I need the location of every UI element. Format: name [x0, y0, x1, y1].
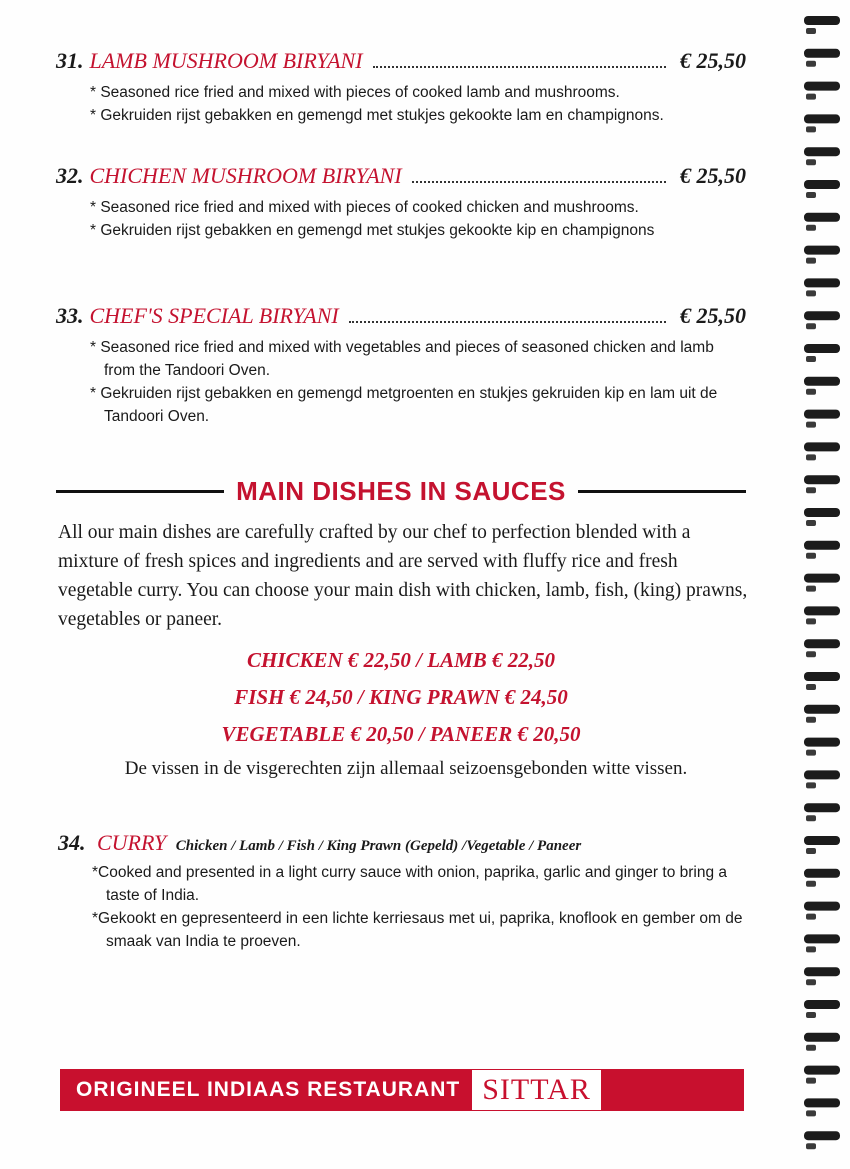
- dish-price: € 25,50: [680, 48, 746, 73]
- dish-header: [58, 830, 748, 858]
- spiral-coil: [804, 508, 840, 517]
- punch-hole: [806, 1143, 816, 1149]
- punch-hole: [806, 356, 816, 362]
- dish-name: CHEF'S SPECIAL BIRYANI: [89, 303, 339, 328]
- punch-hole: [806, 651, 816, 657]
- punch-hole: [806, 586, 816, 592]
- punch-hole: [806, 750, 816, 756]
- punch-hole: [806, 159, 816, 165]
- spiral-coil: [804, 278, 840, 287]
- punch-hole: [806, 389, 816, 395]
- dish-header: [56, 163, 746, 193]
- punch-hole: [806, 454, 816, 460]
- spiral-coil: [804, 738, 840, 747]
- spiral-coil: [804, 606, 840, 615]
- description-nl: *Gekookt en gepresenteerd in een lichte kerriesaus met ui, paprika, knoflook en gember om de smaak van India te proeven.: [92, 910, 743, 950]
- punch-hole: [806, 126, 816, 132]
- punch-hole: [806, 258, 816, 264]
- dish-description: [92, 861, 748, 953]
- dish-number: 33.: [56, 303, 84, 328]
- spiral-coil: [804, 902, 840, 911]
- punch-hole: [806, 618, 816, 624]
- divider-left: [56, 490, 224, 493]
- dish-32: [56, 163, 746, 242]
- divider-right: [578, 490, 746, 493]
- punch-hole: [806, 1045, 816, 1051]
- section-intro: All our main dishes are carefully crafted by our chef to perfection blended with a mixture of fresh spices and ingredients and are served with fluffy rice and fresh vegetable curry. You can choose your main dish with chicken, lamb, fish, (king) prawns, vegetables or paneer.: [58, 522, 748, 630]
- fish-note: De vissen in de visgerechten zijn allemaal seizoensgebonden witte vissen.: [124, 758, 688, 779]
- spiral-coil: [804, 869, 840, 878]
- spiral-coil: [804, 213, 840, 222]
- dish-33: [56, 303, 746, 428]
- dish-31: [56, 48, 746, 127]
- punch-hole: [806, 848, 816, 854]
- price-line: VEGETABLE € 20,50 / PANEER € 20,50: [221, 722, 581, 746]
- spiral-coil: [804, 770, 840, 779]
- restaurant-logo: SITTAR: [472, 1070, 601, 1110]
- dish-number: 34.: [58, 830, 86, 855]
- spiral-coil: [804, 377, 840, 386]
- punch-hole: [806, 815, 816, 821]
- punch-hole: [806, 881, 816, 887]
- section-header: [56, 476, 746, 507]
- dish-number: 32.: [56, 163, 84, 188]
- spiral-coil: [804, 49, 840, 58]
- price-line: FISH € 24,50 / KING PRAWN € 24,50: [234, 685, 568, 709]
- spiral-coil: [804, 475, 840, 484]
- spiral-coil: [804, 344, 840, 353]
- spiral-coil: [804, 410, 840, 419]
- spiral-coil: [804, 16, 840, 25]
- dish-description: [90, 196, 746, 242]
- dish-number: 31.: [56, 48, 84, 73]
- punch-hole: [806, 28, 816, 34]
- description-en: * Seasoned rice fried and mixed with vegetables and pieces of seasoned chicken and lamb from the Tandoori Oven.: [90, 339, 714, 379]
- spiral-binding: [796, 8, 846, 1158]
- dish-options: Chicken / Lamb / Fish / King Prawn (Gepeld) /Vegetable / Paneer: [175, 838, 582, 854]
- punch-hole: [806, 94, 816, 100]
- spiral-coil: [804, 705, 840, 714]
- spiral-coil: [804, 639, 840, 648]
- spiral-coil: [804, 672, 840, 681]
- description-en: * Seasoned rice fried and mixed with pieces of cooked chicken and mushrooms.: [90, 199, 639, 216]
- spiral-coil: [804, 967, 840, 976]
- punch-hole: [806, 684, 816, 690]
- footer-text: ORIGINEEL INDIAAS RESTAURANT: [76, 1078, 461, 1101]
- dish-34: [58, 830, 748, 953]
- punch-hole: [806, 946, 816, 952]
- description-nl: * Gekruiden rijst gebakken en gemengd metgroenten en stukjes gekruiden kip en lam uit de Tandoori Oven.: [90, 385, 718, 425]
- spiral-coil: [804, 114, 840, 123]
- punch-hole: [806, 487, 816, 493]
- dish-name: CHICHEN MUSHROOM BIRYANI: [89, 163, 402, 188]
- spiral-coil: [804, 147, 840, 156]
- description-nl: * Gekruiden rijst gebakken en gemengd met stukjes gekookte lam en champignons.: [90, 107, 664, 124]
- punch-hole: [806, 553, 816, 559]
- punch-hole: [806, 782, 816, 788]
- punch-hole: [806, 1110, 816, 1116]
- punch-hole: [806, 323, 816, 329]
- punch-hole: [806, 979, 816, 985]
- punch-hole: [806, 1078, 816, 1084]
- price-list: [56, 645, 746, 756]
- spiral-coil: [804, 1033, 840, 1042]
- description-en: * Seasoned rice fried and mixed with pieces of cooked lamb and mushrooms.: [90, 84, 620, 101]
- footer-banner: [60, 1069, 744, 1111]
- spiral-coil: [804, 1098, 840, 1107]
- dish-name: LAMB MUSHROOM BIRYANI: [89, 48, 363, 73]
- section-title: MAIN DISHES IN SAUCES: [236, 476, 566, 506]
- dish-header: [56, 48, 746, 78]
- spiral-coil: [804, 1000, 840, 1009]
- description-nl: * Gekruiden rijst gebakken en gemengd met stukjes gekookte kip en champignons: [90, 222, 655, 239]
- dish-description: [90, 336, 746, 428]
- spiral-coil: [804, 574, 840, 583]
- spiral-coil: [804, 442, 840, 451]
- spiral-coil: [804, 934, 840, 943]
- punch-hole: [806, 914, 816, 920]
- punch-hole: [806, 520, 816, 526]
- punch-hole: [806, 290, 816, 296]
- punch-hole: [806, 61, 816, 67]
- price-line: CHICKEN € 22,50 / LAMB € 22,50: [246, 648, 556, 672]
- dish-header: [56, 303, 746, 333]
- punch-hole: [806, 422, 816, 428]
- punch-hole: [806, 192, 816, 198]
- spiral-coil: [804, 246, 840, 255]
- leader-dots: [349, 320, 666, 323]
- dish-price: € 25,50: [680, 303, 746, 328]
- punch-hole: [806, 1012, 816, 1018]
- leader-dots: [412, 180, 666, 183]
- dish-price: € 25,50: [680, 163, 746, 188]
- spiral-coil: [804, 180, 840, 189]
- punch-hole: [806, 717, 816, 723]
- dish-description: [90, 81, 746, 127]
- punch-hole: [806, 225, 816, 231]
- leader-dots: [373, 65, 666, 68]
- description-en: *Cooked and presented in a light curry sauce with onion, paprika, garlic and ginger to bring a taste of India.: [92, 864, 728, 904]
- spiral-coil: [804, 541, 840, 550]
- spiral-coil: [804, 1131, 840, 1140]
- dish-name: CURRY: [97, 830, 167, 855]
- spiral-coil: [804, 803, 840, 812]
- spiral-coils: [804, 16, 840, 1149]
- spiral-coil: [804, 311, 840, 320]
- spiral-coil: [804, 1066, 840, 1075]
- spiral-coil: [804, 836, 840, 845]
- spiral-coil: [804, 82, 840, 91]
